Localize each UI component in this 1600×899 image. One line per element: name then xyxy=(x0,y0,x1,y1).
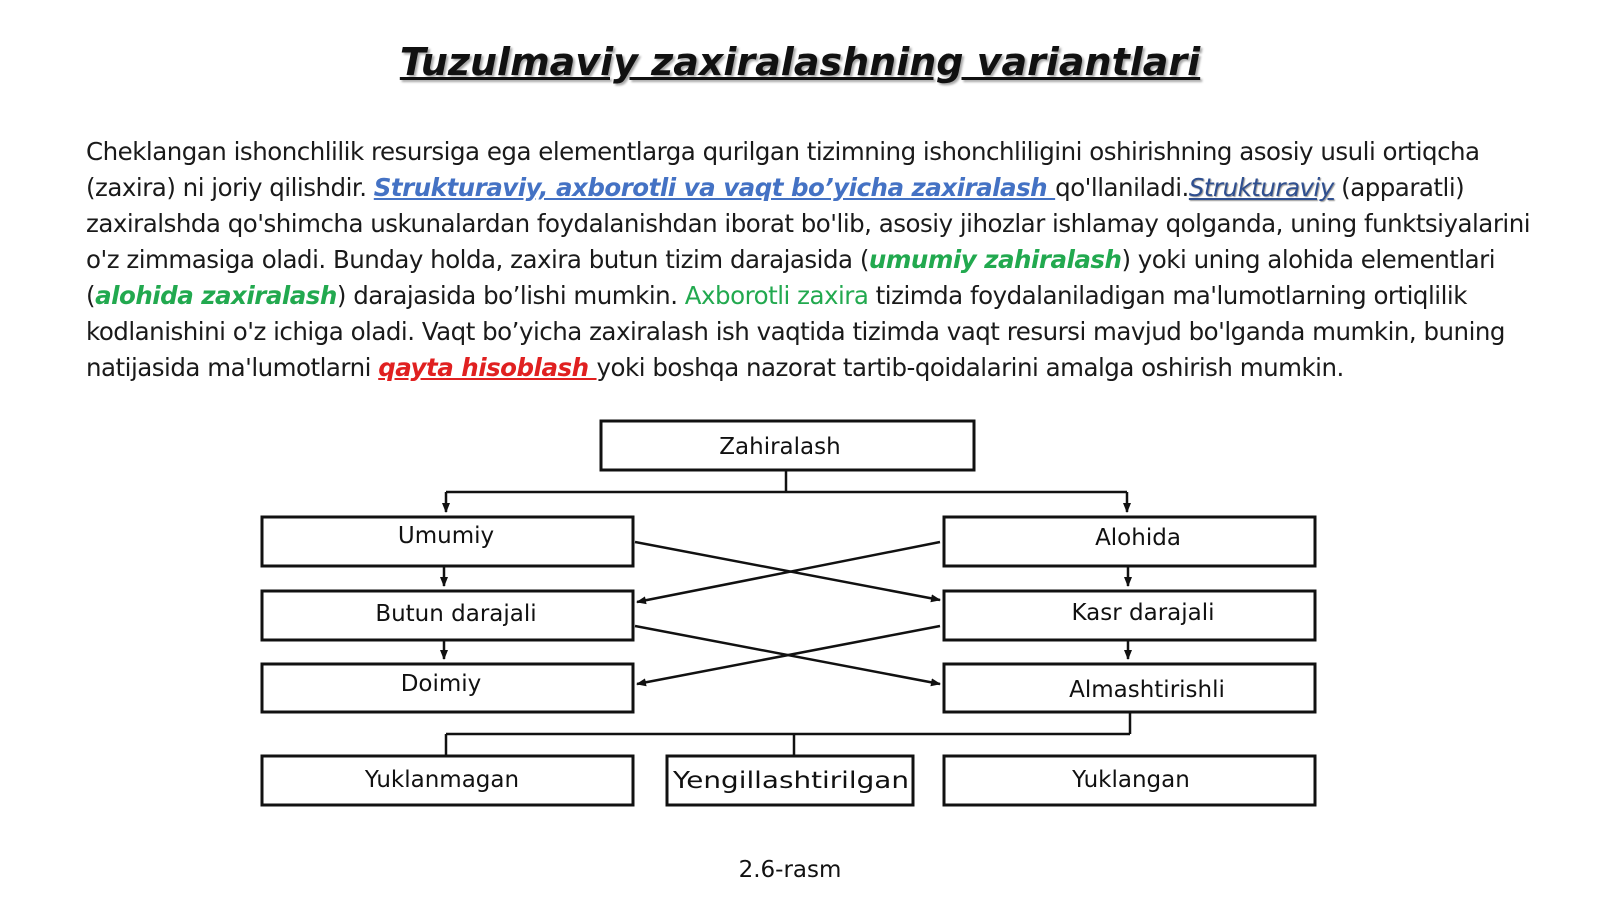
label-root: Zahiralash xyxy=(719,434,841,460)
link-recalculation[interactable]: qayta hisoblash xyxy=(378,353,597,382)
label-right-1: Kasr darajali xyxy=(1071,600,1215,626)
label-bottom-0: Yuklanmagan xyxy=(364,767,520,793)
highlight-information-backup: Axborotli zaxira xyxy=(684,281,869,310)
text-run: qo'llaniladi. xyxy=(1055,173,1189,202)
label-left-0: Umumiy xyxy=(397,523,495,549)
label-bottom-1: Yengillashtirilgan xyxy=(671,768,909,794)
text-run: ) darajasida bo’lishi mumkin. xyxy=(336,281,685,310)
figure-caption: 2.6-rasm xyxy=(738,857,842,883)
label-left-1: Butun darajali xyxy=(375,601,537,627)
text-run: yoki boshqa nazorat tartib-qoidalarini amalga oshirish mumkin. xyxy=(596,353,1344,382)
text-run: tizimda foydalaniladigan ma'lumotlarning ortiqlilik kodlanishini o'z ichiga oladi. Vaqt bo’yicha zaxiralash ish vaqtida tizimda vaqt resursi mavjud bo'lganda mumkin, buning natijasida ma'lumotlarni xyxy=(86,281,1505,382)
label-right-0: Alohida xyxy=(1095,525,1181,551)
label-bottom-2: Yuklangan xyxy=(1072,767,1190,793)
text-run: Cheklangan ishonchlilik resursiga ega elementlarga qurilgan tizimning ishonchliligini oshirishning asosiy usuli ortiqcha (zaxira) ni joriy qilishdir. xyxy=(86,137,1480,202)
highlight-separate-backup: alohida zaxiralash xyxy=(95,281,337,310)
highlight-general-backup: umumiy zahiralash xyxy=(868,245,1122,274)
link-structural[interactable]: Strukturaviy xyxy=(1188,173,1334,202)
link-structural-types[interactable]: Strukturaviy, axborotli va vaqt bo’yicha zaxiralash xyxy=(373,173,1056,202)
label-left-2: Doimiy xyxy=(400,671,482,697)
page-title: Tuzulmaviy zaxiralashning variantlari xyxy=(399,40,1201,84)
text-run: (apparatli) zaxiralshda qo'shimcha uskunalardan foydalanishdan iborat bo'lib, asosiy jihozlar ishlamay qolganda, uning funktsiyalarini o'z zimmasiga oladi. Bunday holda, zaxira butun tizim darajasida ( xyxy=(86,173,1531,274)
label-right-2: Almashtirishli xyxy=(1069,677,1225,703)
text-run: ) yoki uning alohida elementlari ( xyxy=(86,245,1496,310)
